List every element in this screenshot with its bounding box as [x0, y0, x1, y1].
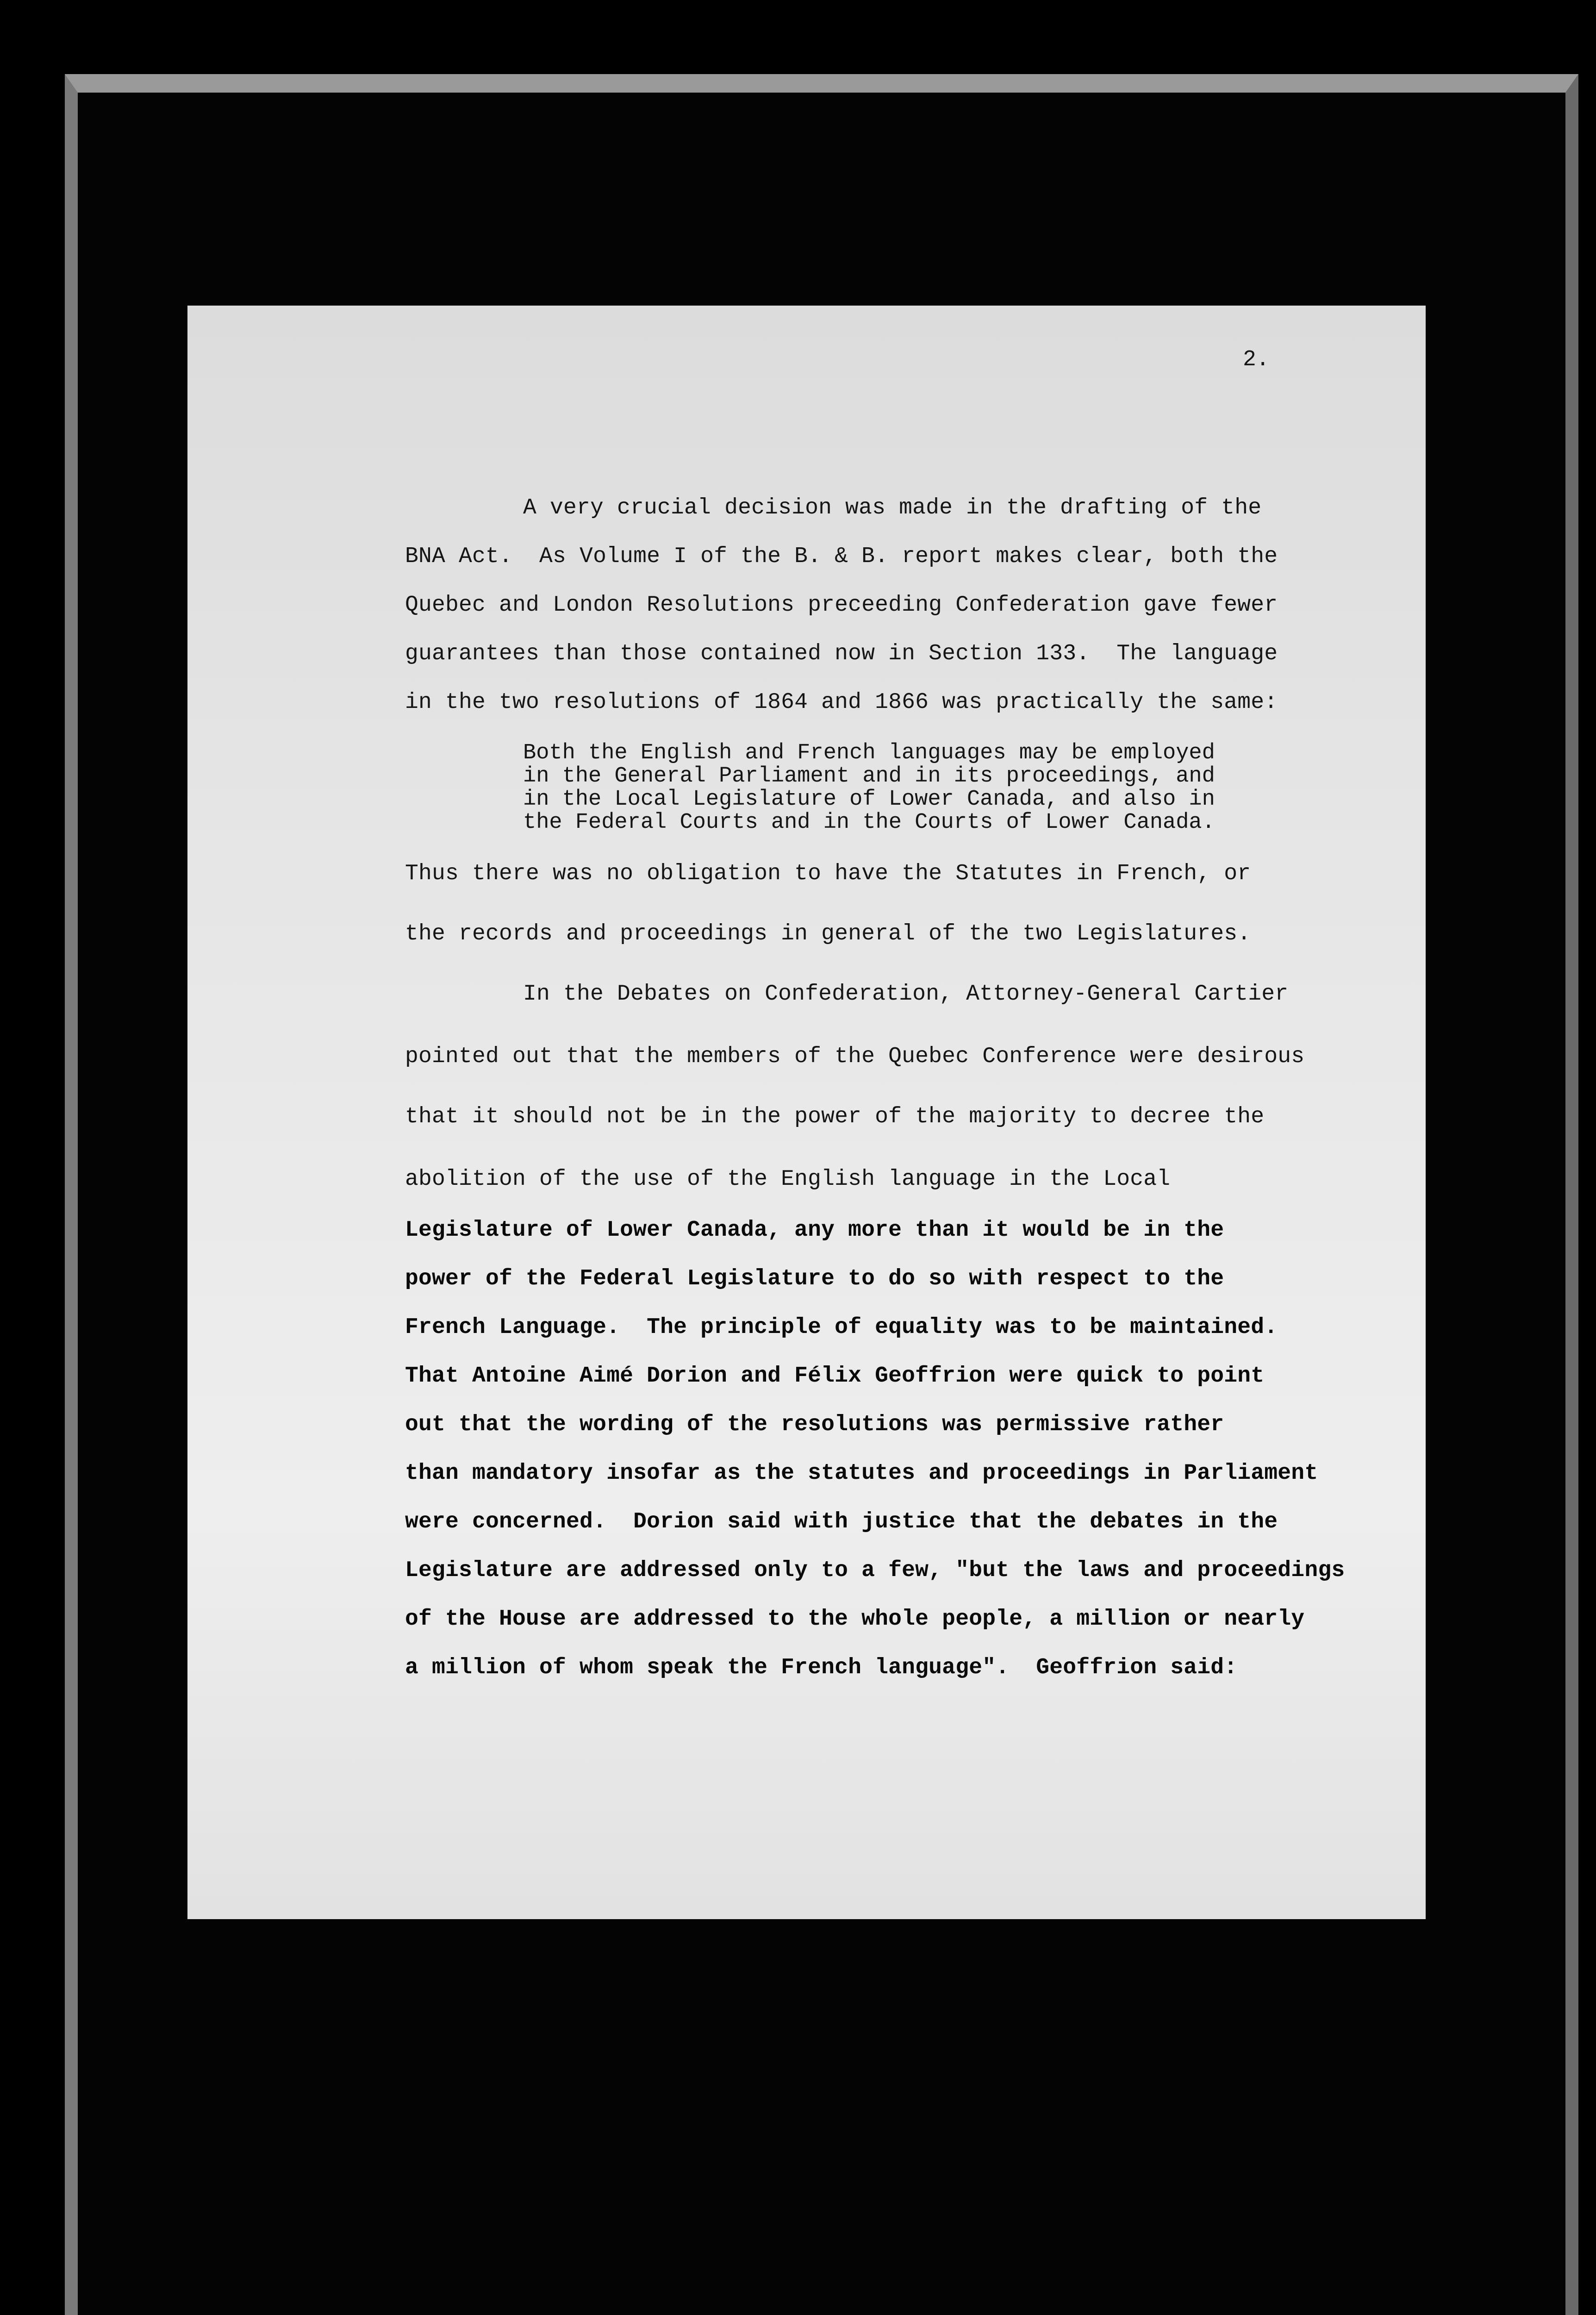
text-line: the records and proceedings in general of the two Legislatures. — [405, 921, 1251, 946]
text-line: Quebec and London Resolutions preceeding Confederation gave fewer — [405, 593, 1278, 618]
text-line: pointed out that the members of the Quebec Conference were desirous — [405, 1044, 1305, 1069]
text-line: In the Debates on Confederation, Attorney-General Cartier — [523, 982, 1289, 1007]
page-number: 2. — [1243, 347, 1270, 372]
bold-text-line: out that the wording of the resolutions was permissive rather — [405, 1412, 1224, 1437]
quote-line: in the Local Legislature of Lower Canada, and also in — [523, 787, 1215, 812]
text-line: BNA Act. As Volume I of the B. & B. report makes clear, both the — [405, 544, 1278, 569]
bold-text-line: of the House are addressed to the whole people, a million or nearly — [405, 1607, 1305, 1632]
quote-line: the Federal Courts and in the Courts of Lower Canada. — [523, 810, 1215, 835]
bold-text-line: Legislature are addressed only to a few, "but the laws and proceedings — [405, 1558, 1345, 1583]
bold-text-line: French Language. The principle of equality was to be maintained. — [405, 1315, 1278, 1340]
bold-text-line: a million of whom speak the French language". Geoffrion said: — [405, 1655, 1238, 1680]
bold-text-line: than mandatory insofar as the statutes and proceedings in Parliament — [405, 1461, 1318, 1486]
bold-text-line: were concerned. Dorion said with justice that the debates in the — [405, 1509, 1278, 1534]
quote-line: in the General Parliament and in its proceedings, and — [523, 764, 1215, 788]
text-line: in the two resolutions of 1864 and 1866 was practically the same: — [405, 690, 1278, 715]
text-line: Thus there was no obligation to have the Statutes in French, or — [405, 861, 1251, 886]
quote-line: Both the English and French languages may be employed — [523, 741, 1215, 765]
bold-text-line: power of the Federal Legislature to do so with respect to the — [405, 1266, 1224, 1291]
text-line: that it should not be in the power of the majority to decree the — [405, 1104, 1265, 1129]
bold-text-line: Legislature of Lower Canada, any more than it would be in the — [405, 1218, 1224, 1243]
text-line: abolition of the use of the English language in the Local — [405, 1167, 1171, 1192]
text-line: A very crucial decision was made in the drafting of the — [523, 495, 1262, 520]
bold-text-line: That Antoine Aimé Dorion and Félix Geoffrion were quick to point — [405, 1364, 1265, 1389]
typed-page — [187, 306, 1426, 1919]
text-line: guarantees than those contained now in Section 133. The language — [405, 641, 1278, 666]
